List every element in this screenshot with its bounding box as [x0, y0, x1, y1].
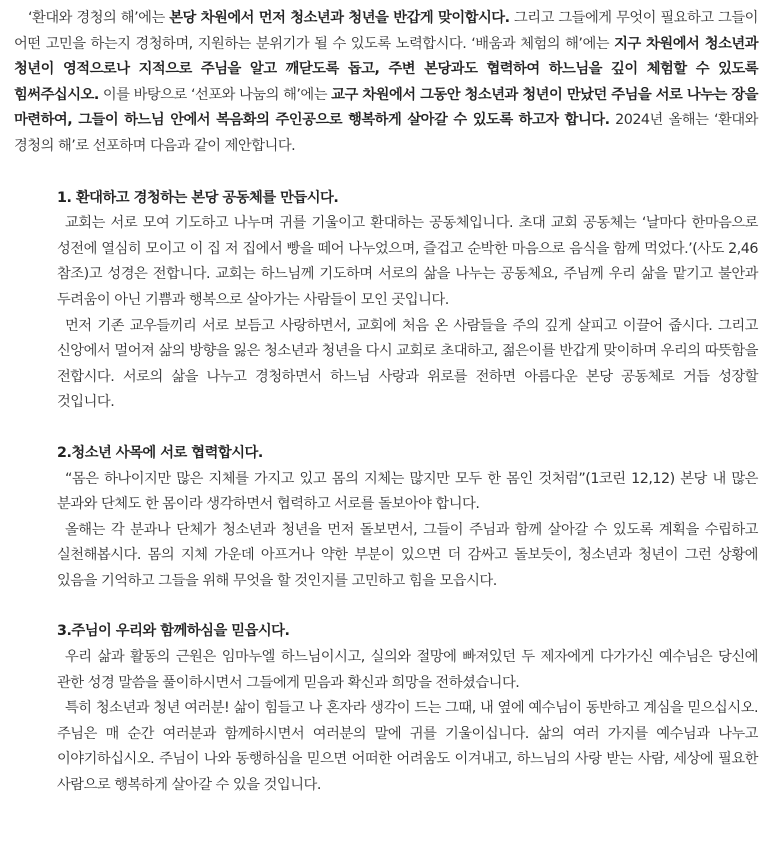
section-paragraph: 올해는 각 분과나 단체가 청소년과 청년을 먼저 돌보면서, 그들이 주님과 함께 살아갈 수 있도록 계획을 수립하고 실천해봅시다. 몸의 지체 가운데 아프거나 약한 부분이 있으면 더 감싸고 돌보듯이, 청소년과 청년이 그런 상황에 있음을 기억하고 그들을 위해 무엇을 할 것인지를 고민하고 힘을 모읍시다. — [57, 521, 758, 589]
section-title: 1. 환대하고 경청하는 본당 공동체를 만듭시다. — [57, 189, 339, 206]
section-title: 2.청소년 사목에 서로 협력합시다. — [57, 444, 263, 461]
section-paragraph: 교회는 서로 모여 기도하고 나누며 귀를 기울이고 환대하는 공동체입니다. 초대 교회 공동체는 ‘날마다 한마음으로 성전에 열심히 모이고 이 집 저 집에서 빵을 떼어 나누었으며, 즐겁고 순박한 마음으로 음식을 함께 먹었다.’(사도 2,46 참조)고 성경은 전합니다. 교회는 하느님께 기도하며 서로의 삶을 나누는 공동체요, 주님께 우리 삶을 맡기고 불안과 두려움이 아닌 기쁨과 행복으로 살아가는 사람들이 모인 곳입니다. — [57, 215, 758, 308]
intro-emphasis-2: 지구 차원에서 청소년과 청년이 영적으로나 지적으로 주님을 알고 깨닫도록 돕고, 주변 본당과도 협력하여 하느님을 깊이 체험할 수 있도록 힘써주십시오. — [14, 35, 758, 103]
intro-text-3: 이를 바탕으로 ‘선포와 나눔의 해’에는 — [98, 86, 332, 103]
intro-paragraph — [14, 6, 758, 160]
intro-text-1: ‘환대와 경청의 해’에는 — [28, 10, 170, 26]
intro-emphasis-1: 본당 차원에서 먼저 청소년과 청년을 반갑게 맞이합시다. — [169, 10, 510, 26]
section-1 — [57, 186, 758, 416]
section-paragraph: 먼저 기존 교우들끼리 서로 보듬고 사랑하면서, 교회에 처음 온 사람들을 주의 깊게 살피고 이끌어 줍시다. 그리고 신앙에서 멀어져 삶의 방향을 잃은 청소년과 청년을 다시 교회로 초대하고, 젊은이를 반갑게 맞이하며 우리의 따뜻함을 전합시다. 서로의 삶을 나누고 경청하면서 하느님 사랑과 위로를 전하면 아름다운 본당 공동체로 거듭 성장할 것입니다. — [57, 317, 758, 411]
intro-text-4: 2024년 올해는 ‘환대와 경청의 해’로 선포하며 다음과 같이 제안합니다. — [14, 112, 758, 154]
intro-emphasis-3: 교구 차원에서 그동안 청소년과 청년이 만났던 주님을 서로 나누는 장을 마련하여, 그들이 하느님 안에서 복음화의 주인공으로 행복하게 살아갈 수 있도록 하고자 합니다. — [14, 86, 758, 129]
section-2 — [57, 441, 758, 595]
section-paragraph: 특히 청소년과 청년 여러분! 삶이 힘들고 나 혼자라 생각이 드는 그때, 내 옆에 예수님이 동반하고 계심을 믿으십시오. 주님은 매 순간 여러분과 함께하시면서 여러분의 말에 귀를 기울이십니다. 삶의 여러 가지를 예수님과 나누고 이야기하십시오. 주님이 나와 동행하심을 믿으면 어떠한 어려움도 이겨내고, 하느님의 사랑 받는 사람, 세상에 필요한 사람으로 행복하게 살아갈 수 있을 것입니다. — [57, 700, 758, 794]
section-paragraph: 우리 삶과 활동의 근원은 임마누엘 하느님이시고, 실의와 절망에 빠져있던 두 제자에게 다가가신 예수님은 당신에 관한 성경 말씀을 풀이하시면서 그들에게 믿음과 확신과 희망을 전하셨습니다. — [57, 649, 758, 691]
intro-text-2: 그리고 그들에게 무엇이 필요하고 그들이 어떤 고민을 하는지 경청하며, 지원하는 분위기가 될 수 있도록 노력합시다. ‘배움과 체험의 해’에는 — [14, 10, 758, 52]
section-title: 3.주님이 우리와 함께하심을 믿읍시다. — [57, 623, 290, 640]
section-paragraph: “몸은 하나이지만 많은 지체를 가지고 있고 몸의 지체는 많지만 모두 한 몸인 것처럼”(1코린 12,12) 본당 내 많은 분과와 단체도 한 몸이라 생각하면서 협력하고 서로를 돌보아야 합니다. — [57, 470, 758, 513]
section-3 — [57, 619, 758, 798]
